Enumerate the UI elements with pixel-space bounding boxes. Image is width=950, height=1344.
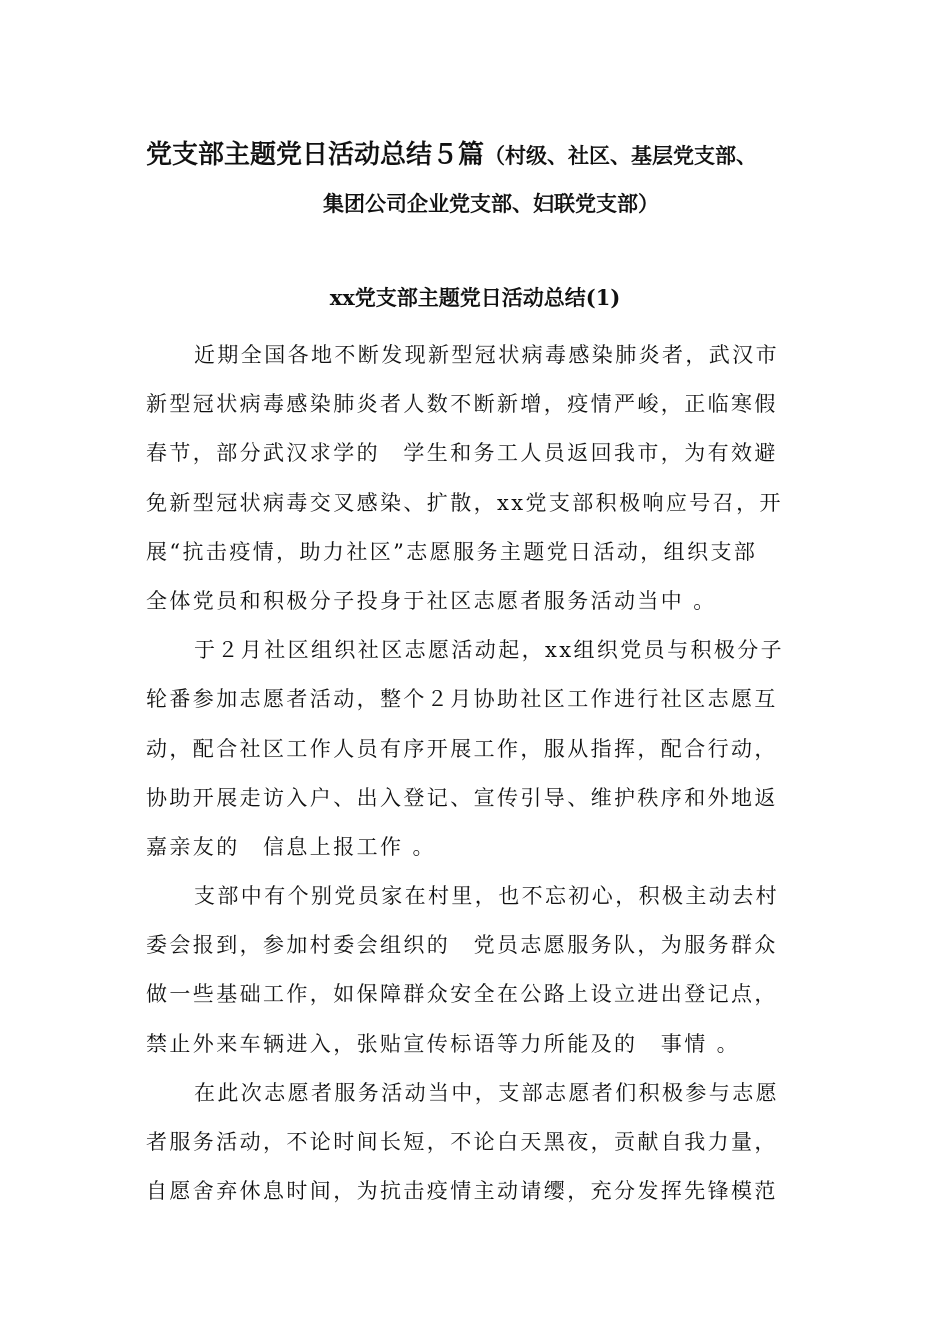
document-title — [146, 132, 846, 227]
paragraph-line: 于２月社区组织社区志愿活动起，xx组织党员与积极分子 — [194, 638, 785, 663]
paragraph-line: 近期全国各地不断发现新型冠状病毒感染肺炎者，武汉市 — [194, 343, 779, 367]
paragraph-line: 自愿舍弃休息时间，为抗击疫情主动请缨，充分发挥先锋模范 — [146, 1179, 778, 1204]
paragraph-line: 做一些基础工作，如保障群众安全在公路上设立进出登记点， — [146, 982, 778, 1007]
title-subtitle: （村级、社区、基层党支部、 — [484, 143, 758, 168]
paragraph-line: 支部中有个别党员家在村里，也不忘初心，积极主动去村 — [194, 884, 779, 909]
paragraph-line: 在此次志愿者服务活动当中，支部志愿者们积极参与志愿 — [194, 1080, 779, 1105]
paragraph-line: 者服务活动，不论时间长短，不论白天黑夜，贡献自我力量， — [146, 1130, 778, 1154]
paragraph-line: 嘉亲友的 信息上报工作 。 — [146, 834, 436, 859]
paragraph-line: 新型冠状病毒感染肺炎者人数不断新增，疫情严峻，正临寒假 — [146, 392, 778, 417]
title-main: 党支部主题党日活动总结５篇 — [146, 140, 485, 170]
paragraph-line: 禁止外来车辆进入，张贴宣传标语等力所能及的 事情 。 — [146, 1031, 741, 1056]
paragraph-line: 协助开展走访入户、出入登记、宣传引导、维护秩序和外地返 — [146, 785, 778, 810]
title-line-2: 集团公司企业党支部、妇联党支部） — [323, 191, 659, 216]
paragraph-line: 免新型冠状病毒交叉感染、扩散，xx党支部积极响应号召，开 — [146, 490, 783, 515]
paragraph-line: 春节，部分武汉求学的 学生和务工人员返回我市，为有效避 — [146, 441, 778, 466]
paragraph-line: 展“抗击疫情，助力社区”志愿服务主题党日活动，组织支部 — [146, 539, 758, 564]
paragraph-line: 全体党员和积极分子投身于社区志愿者服务活动当中 。 — [146, 588, 717, 613]
paragraph-line: 动，配合社区工作人员有序开展工作，服从指挥，配合行动， — [146, 736, 778, 761]
body-text — [146, 331, 806, 1216]
paragraph-line: 委会报到，参加村委会组织的 党员志愿服务队，为服务群众 — [146, 933, 778, 958]
section-heading: xx党支部主题党日活动总结(1) — [329, 285, 621, 310]
paragraph-line: 轮番参加志愿者活动，整个２月协助社区工作进行社区志愿互 — [146, 687, 778, 712]
title-line-1 — [146, 132, 846, 181]
